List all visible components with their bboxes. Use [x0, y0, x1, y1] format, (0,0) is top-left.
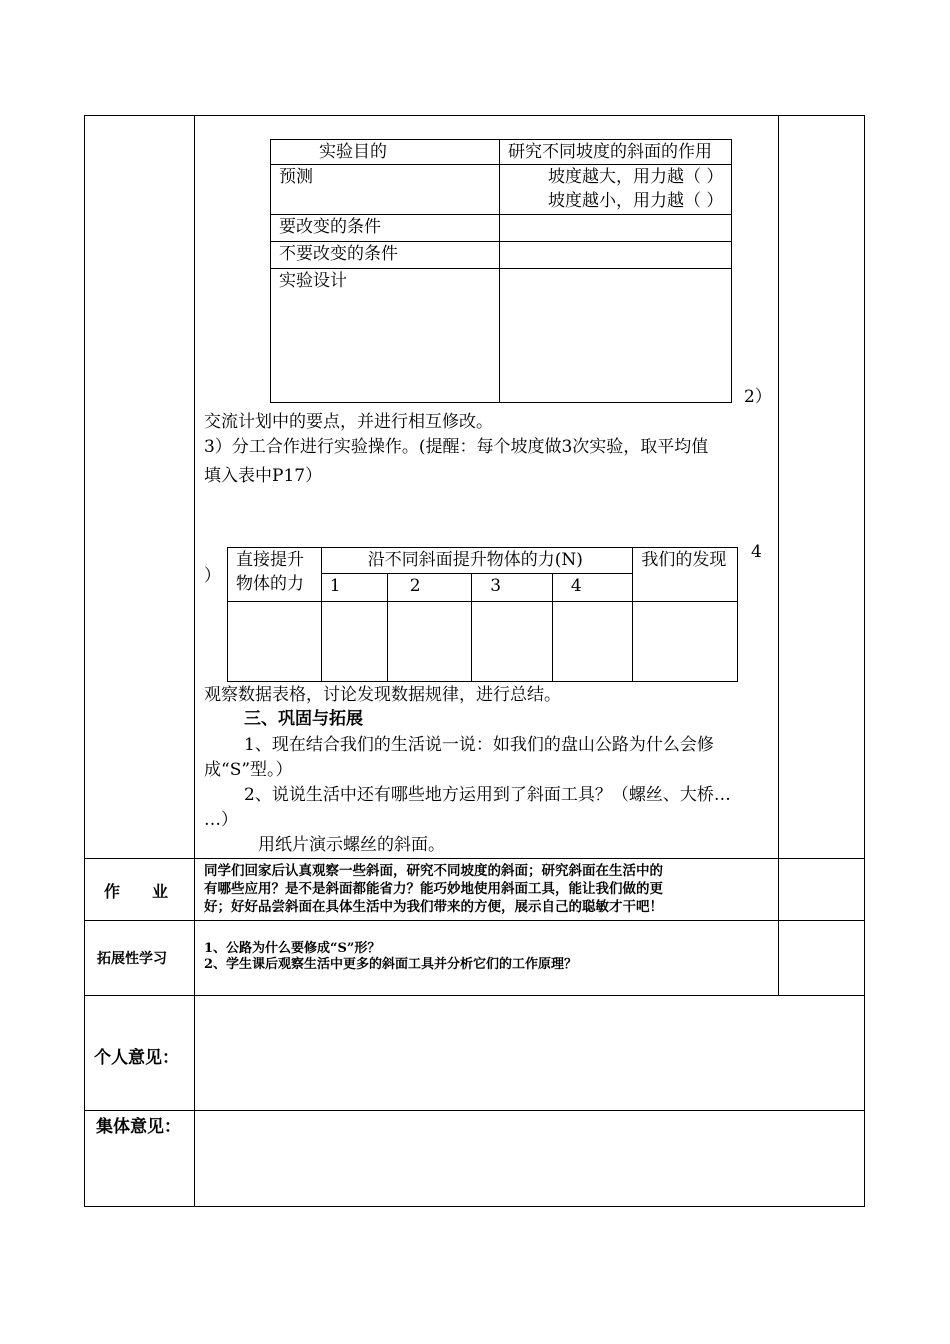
homework-line-2: 有哪些应用？是不是斜面都能省力？能巧妙地使用斜面工具，能让我们做的更 [204, 881, 663, 897]
direct-force-header-line-2: 物体的力 [236, 574, 304, 594]
slope-subheader-1 [321, 574, 387, 602]
prediction-label: 预测 [279, 167, 313, 187]
change-condition-label-cell [271, 215, 500, 242]
findings-header-label: 我们的发现 [641, 550, 727, 570]
question2-line-2: …） [204, 810, 238, 830]
row-divider-personal [84, 995, 865, 996]
observe-text: 观察数据表格，讨论发现数据规律，进行总结。 [204, 685, 561, 705]
outer-bottom-border [84, 1206, 865, 1207]
slope-2-value-cell [387, 602, 472, 682]
slope-force-header [321, 548, 633, 574]
extension-line-2: 2、学生课后观察生活中更多的斜面工具并分析它们的工作原理？ [204, 957, 578, 972]
design-label: 实验设计 [279, 271, 347, 291]
extension-label: 拓展性学习 [97, 951, 167, 967]
step4-paren: ） [204, 566, 221, 586]
demo-text: 用纸片演示螺丝的斜面。 [258, 835, 445, 855]
extension-text [204, 941, 577, 973]
row-divider-homework [84, 858, 865, 859]
slope-subheader-4-label: 4 [570, 576, 582, 596]
slope-force-header-label: 沿不同斜面提升物体的力(N) [367, 550, 583, 570]
slope-subheader-2 [387, 574, 472, 602]
slope-3-value-cell [472, 602, 553, 682]
keep-condition-label-cell [271, 242, 500, 269]
slope-4-value-cell [552, 602, 633, 682]
question1-line-2: 成“S”型。） [204, 760, 293, 780]
remarks-column-divider [778, 115, 779, 996]
prediction-label-cell [271, 165, 500, 215]
slope-subheader-4 [552, 574, 633, 602]
findings-header [633, 548, 738, 602]
row-divider-extension [84, 920, 865, 921]
step2-number: 2） [744, 387, 772, 407]
purpose-label-cell [271, 140, 500, 165]
homework-line-1: 同学们回家后认真观察一些斜面，研究不同坡度的斜面；研究斜面在生活中的 [204, 863, 663, 879]
outer-right-border [864, 115, 865, 1207]
change-condition-label: 要改变的条件 [279, 217, 381, 237]
slope-subheader-1-label: 1 [329, 576, 341, 596]
direct-force-header-line-1: 直接提升 [236, 550, 304, 570]
question1-line-1: 1、现在结合我们的生活说一说：如我们的盘山公路为什么会修 [244, 735, 714, 755]
outer-left-border [84, 115, 85, 1207]
purpose-label: 实验目的 [319, 142, 387, 162]
collective-opinion-label: 集体意见： [96, 1117, 181, 1137]
data-table [227, 547, 738, 682]
prediction-value-cell [500, 165, 732, 215]
slope-subheader-3 [472, 574, 553, 602]
homework-text [204, 862, 663, 916]
slope-subheader-3-label: 3 [490, 576, 502, 596]
keep-condition-value-cell [500, 242, 732, 269]
change-condition-value-cell [500, 215, 732, 242]
design-value-cell [500, 269, 732, 403]
direct-force-header [228, 548, 322, 602]
keep-condition-label: 不要改变的条件 [279, 244, 398, 264]
design-label-cell [271, 269, 500, 403]
personal-opinion-label: 个人意见： [94, 1048, 179, 1068]
purpose-value: 研究不同坡度的斜面的作用 [508, 142, 712, 162]
question2-line-1: 2、说说生活中还有哪些地方运用到了斜面工具？（螺丝、大桥… [244, 785, 731, 805]
homework-label: 作 业 [104, 882, 169, 901]
row-divider-collective [84, 1110, 865, 1111]
outer-top-border [84, 115, 865, 116]
homework-line-3: 好；好好品尝斜面在具体生活中为我们带来的方便，展示自己的聪敏才干吧！ [204, 899, 663, 915]
prediction-line-1: 坡度越大，用力越（ ） [548, 167, 724, 187]
step3-line-1: 3）分工合作进行实验操作。(提醒：每个坡度做3次实验，取平均值 [204, 437, 709, 457]
experiment-plan-table [270, 139, 732, 403]
purpose-value-cell [500, 140, 732, 165]
slope-subheader-2-label: 2 [409, 576, 421, 596]
label-column-divider [194, 115, 195, 1207]
prediction-line-2: 坡度越小，用力越（ ） [548, 191, 724, 211]
extension-line-1: 1、公路为什么要修成“S”形？ [204, 941, 381, 956]
step3-line-2: 填入表中P17） [204, 466, 323, 486]
slope-1-value-cell [321, 602, 387, 682]
step4-number: 4 [751, 542, 762, 562]
step2-text: 交流计划中的要点，并进行相互修改。 [204, 412, 493, 432]
findings-value-cell [633, 602, 738, 682]
section3-title: 三、巩固与拓展 [244, 709, 363, 729]
direct-force-value-cell [228, 602, 322, 682]
